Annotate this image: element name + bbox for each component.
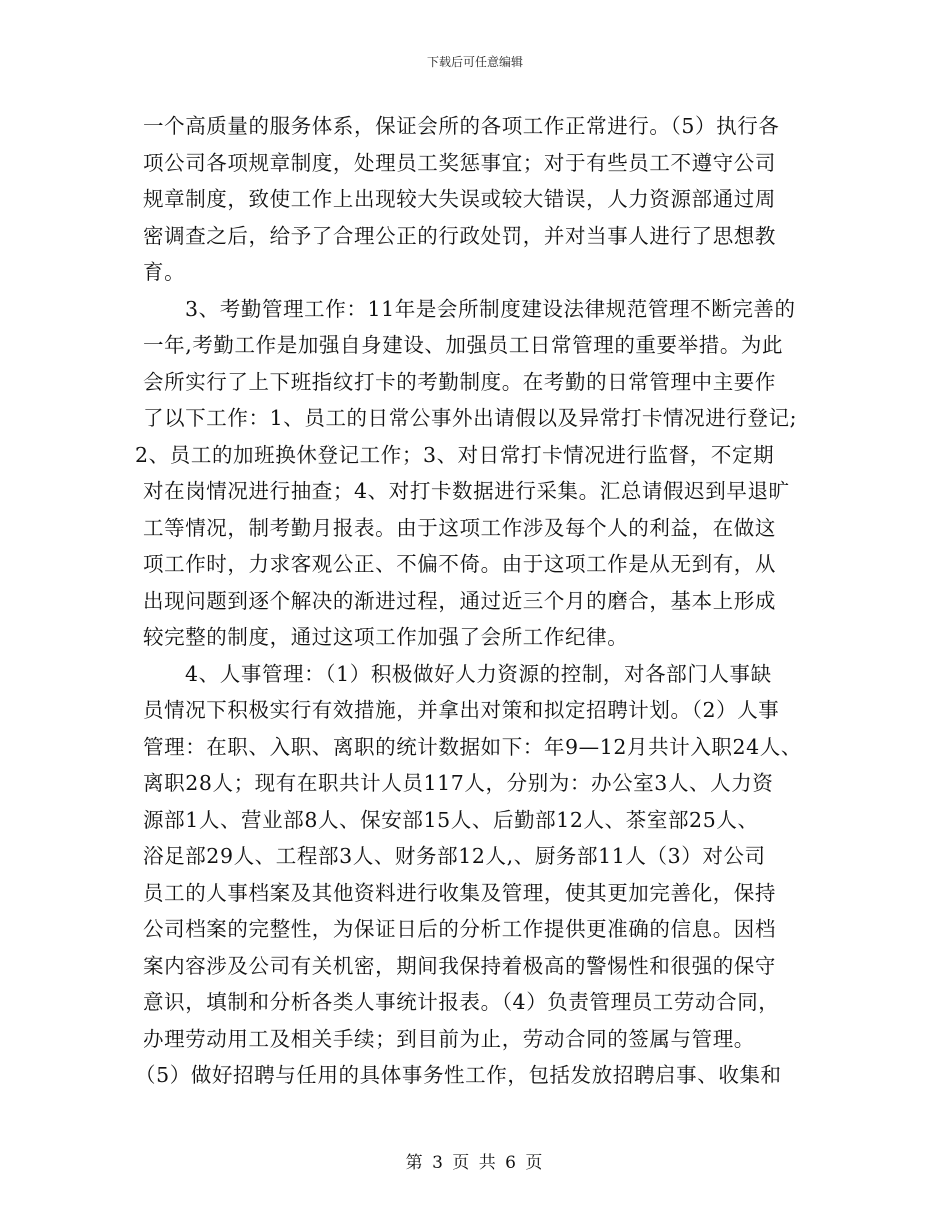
text-line: 规章制度，致使工作上出现较大失误或较大错误，人力资源部通过周 [143,187,776,211]
text-line: 办理劳动用工及相关手续；到目前为止，劳动合同的签属与管理。 [143,1026,755,1051]
text-line: 一个高质量的服务体系，保证会所的各项工作正常进行。（5）执行各 [143,114,780,138]
text-line: 员工的人事档案及其他资料进行收集及管理，使其更加完善化，保持 [143,880,776,905]
paragraph-start-personnel: 4、人事管理：（1）积极做好人力资源的控制，对各部门人事缺 [185,661,772,686]
text-line: （5）做好招聘与任用的具体事务性工作，包括发放招聘启事、收集和 [135,1063,782,1087]
text-line: 了以下工作：1、员工的日常公事外出请假以及异常打卡情况进行登记; [143,406,798,430]
text-line: 意识，填制和分析各类人事统计报表。（4）负责管理员工劳动合同， [143,990,780,1014]
text-line: 案内容涉及公司有关机密，期间我保持着极高的警惕性和很强的保守 [143,953,776,978]
text-line: 较完整的制度，通过这项工作加强了会所工作纪律。 [143,625,629,649]
paragraph-start-attendance: 3、考勤管理工作：11年是会所制度建设法律规范管理不断完善的 [185,296,796,321]
text-line: 2、员工的加班换休登记工作；3、对日常打卡情况进行监督，不定期 [135,442,775,467]
text-line: 项公司各项规章制度，处理员工奖惩事宜；对于有些员工不遵守公司 [143,150,776,175]
document-body [135,108,815,1094]
text-line: 会所实行了上下班指纹打卡的考勤制度。在考勤的日常管理中主要作 [143,369,776,394]
text-line: 公司档案的完整性，为保证日后的分析工作提供更准确的信息。因档 [143,917,776,941]
text-line: 对在岗情况进行抽查；4、对打卡数据进行采集。汇总请假迟到早退旷 [143,479,790,503]
text-line: 工等情况，制考勤月报表。由于这项工作涉及每个人的利益，在做这 [143,515,776,540]
text-line: 出现问题到逐个解决的渐进过程，通过近三个月的磨合，基本上形成 [143,588,776,613]
text-line: 员情况下积极实行有效措施，并拿出对策和拟定招聘计划。（2）人事 [143,698,780,722]
text-line: 管理：在职、入职、离职的统计数据如下：年9—12月共计入职24人、 [143,734,803,759]
text-line: 源部1人、营业部8人、保安部15人、后勤部12人、茶室部25人、 [143,807,759,832]
text-line: 浴足部29人、工程部3人、财务部12人,、厨务部11人（3）对公司 [143,844,766,868]
text-line: 项工作时，力求客观公正、不偏不倚。由于这项工作是从无到有，从 [143,552,776,576]
text-line: 育。 [143,260,186,284]
page-number-footer: 第 3 页 共 6 页 [405,1153,545,1173]
text-line: 离职28人；现有在职共计人员117人，分别为：办公室3人、人力资 [143,771,774,795]
text-line: 密调查之后，给予了合理公正的行政处罚，并对当事人进行了思想教 [143,223,776,248]
page-header: 下载后可任意编辑 [426,55,523,69]
text-line: 一年,考勤工作是加强自身建设、加强员工日常管理的重要举措。为此 [143,333,784,357]
